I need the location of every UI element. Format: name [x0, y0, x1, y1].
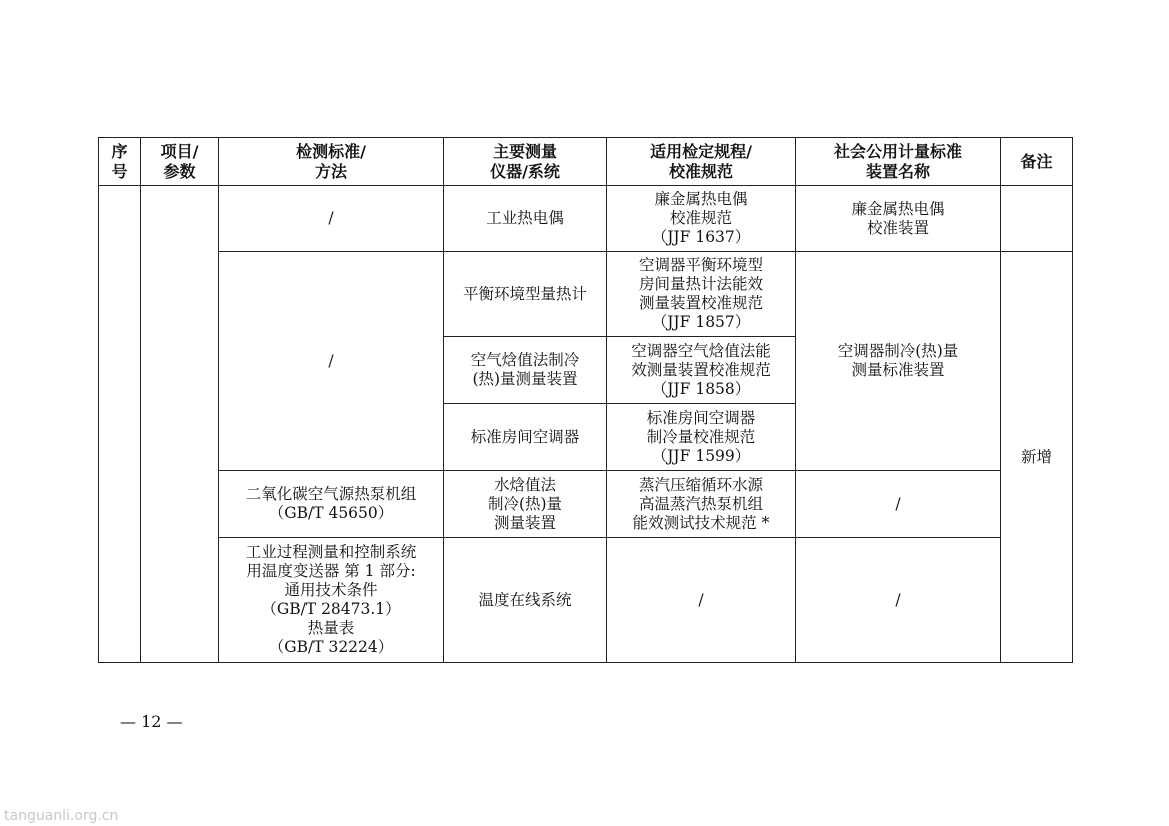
instrument-cell: 水焓值法 制冷(热)量 测量装置	[444, 471, 607, 538]
remark-cell: 新增	[1001, 252, 1073, 663]
header-remarks: 备注	[1001, 138, 1073, 186]
table-row	[99, 471, 1073, 538]
regulation-cell: 蒸汽压缩循环水源 高温蒸汽热泵机组 能效测试技术规范 *	[607, 471, 796, 538]
standard-device-cell: 廉金属热电偶 校准装置	[796, 186, 1001, 252]
header-main-instrument: 主要测量 仪器/系统	[444, 138, 607, 186]
table-row	[99, 186, 1073, 252]
instrument-cell: 空气焓值法制冷 (热)量测量装置	[444, 337, 607, 404]
instrument-cell: 标准房间空调器	[444, 404, 607, 471]
calibration-table	[98, 137, 1073, 663]
header-item-parameter: 项目/ 参数	[141, 138, 219, 186]
header-test-standard-method: 检测标准/ 方法	[219, 138, 444, 186]
header-regulation: 适用检定规程/ 校准规范	[607, 138, 796, 186]
regulation-cell: 空调器平衡环境型 房间量热计法能效 测量装置校准规范 （JJF 1857）	[607, 252, 796, 337]
table-header-row	[99, 138, 1073, 186]
method-cell: /	[219, 186, 444, 252]
table-row	[99, 538, 1073, 663]
standard-device-cell: 空调器制冷(热)量 测量标准装置	[796, 252, 1001, 471]
regulation-cell: 标准房间空调器 制冷量校准规范 （JJF 1599）	[607, 404, 796, 471]
remark-cell-empty	[1001, 186, 1073, 252]
table-row	[99, 252, 1073, 337]
regulation-cell: /	[607, 538, 796, 663]
instrument-cell: 温度在线系统	[444, 538, 607, 663]
header-serial-number: 序 号	[99, 138, 141, 186]
standard-device-cell: /	[796, 471, 1001, 538]
standard-device-cell: /	[796, 538, 1001, 663]
regulation-cell: 廉金属热电偶 校准规范 （JJF 1637）	[607, 186, 796, 252]
method-cell: 二氧化碳空气源热泵机组 （GB/T 45650）	[219, 471, 444, 538]
serial-number-cell	[99, 186, 141, 663]
item-parameter-cell	[141, 186, 219, 663]
watermark: tanguanli.org.cn	[4, 808, 119, 824]
page-number: — 12 —	[120, 712, 183, 731]
instrument-cell: 平衡环境型量热计	[444, 252, 607, 337]
instrument-cell: 工业热电偶	[444, 186, 607, 252]
method-cell: 工业过程测量和控制系统 用温度变送器 第 1 部分: 通用技术条件 （GB/T 28473.1） 热量表 （GB/T 32224）	[219, 538, 444, 663]
header-public-standard-device: 社会公用计量标准 装置名称	[796, 138, 1001, 186]
method-cell: /	[219, 252, 444, 471]
regulation-cell: 空调器空气焓值法能 效测量装置校准规范 （JJF 1858）	[607, 337, 796, 404]
